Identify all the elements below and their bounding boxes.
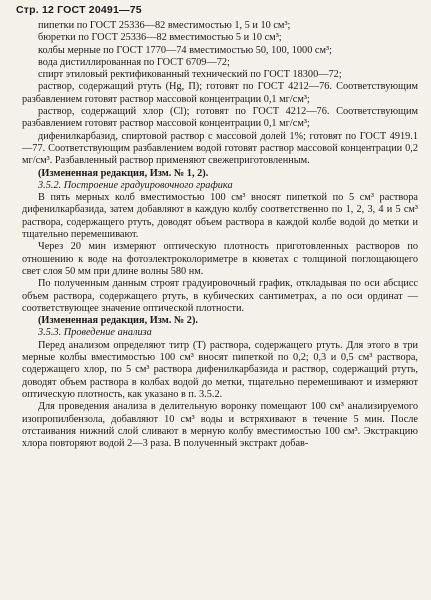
paragraph: колбы мерные по ГОСТ 1770—74 вместимостью 50, 100, 1000 см³; bbox=[38, 44, 332, 56]
document-body bbox=[22, 20, 418, 450]
paragraph: Через 20 мин измеряют оптическую плотность приготовленных растворов по отношению к воде на фотоэлектроколориметре в кюветах с толщиной поглощающего свет слоя 50 мм при длине волны 580 нм. bbox=[22, 241, 418, 277]
paragraph: вода дистиллированная по ГОСТ 6709—72; bbox=[38, 56, 230, 68]
paragraph: раствор, содержащий ртуть (Hg, П); готовят по ГОСТ 4212—76. Соответствующим разбавлением готовят раствор массовой концентрации 0,1 мг/см³; bbox=[22, 81, 418, 105]
paragraph: По полученным данным строят градуировочный график, откладывая по оси абсцисс объем раствора, содержащего ртуть, в кубических сантиметрах, а по оси ординат — соответствующее значение оптической плотности. bbox=[22, 278, 418, 314]
paragraph: бюретки по ГОСТ 25336—82 вместимостью 5 и 10 см³; bbox=[38, 32, 282, 44]
paragraph: В пять мерных колб вместимостью 100 см³ вносят пипеткой по 5 см³ раствора дифенилкарбазида, затем добавляют в каждую колбу соответственно по 1, 2, 3, 4 и 5 см³ раствора, содержащего ртуть, доводят объем раствора в каждой колбе водой до метки и тщательно перемешивают. bbox=[22, 192, 418, 241]
paragraph: (Измененная редакция, Изм. № 1, 2). bbox=[38, 167, 209, 179]
paragraph: (Измененная редакция, Изм. № 2). bbox=[38, 315, 198, 327]
paragraph: Для проведения анализа в делительную воронку помещают 100 см³ анализируемого изопропилбензола, добавляют 10 см³ воды и встряхивают в течение 5 мин. После отстаивания нижний слой сливают в мерную колбу вместимостью 100 см³. Экстракцию хлора повторяют водой 2—3 раза. В полученный экстракт добав- bbox=[22, 401, 418, 450]
paragraph: пипетки по ГОСТ 25336—82 вместимостью 1, 5 и 10 см³; bbox=[38, 20, 291, 31]
page-header: Стр. 12 ГОСТ 20491—75 bbox=[16, 4, 142, 16]
paragraph: дифенилкарбазид, спиртовой раствор с массовой долей 1%; готовят по ГОСТ 4919.1—77. Соответствующим разбавлением водой готовят раствор массовой концентрации 0,2 мг/см³. Разбавленный раствор применяют свежеприготовленным. bbox=[22, 130, 418, 167]
paragraph: раствор, содержащий хлор (Cl); готовят по ГОСТ 4212—76. Соответствующим разбавлением готовят раствор массовой концентрации 0,1 мг/см³; bbox=[22, 106, 418, 130]
paragraph: спирт этиловый ректификованный технический по ГОСТ 18300—72; bbox=[38, 69, 342, 81]
paragraph: 3.5.3. Проведение анализа bbox=[38, 327, 152, 339]
paragraph: 3.5.2. Построение градуировочного графика bbox=[38, 179, 233, 191]
paragraph: Перед анализом определяют титр (T) раствора, содержащего ртуть. Для этого в три мерные колбы вместимостью 100 см³ вносят пипеткой по 0,2; 0,3 и 0,5 см³ раствора, содержащего хлор, по 5 см³ раствора дифенилкарбазида и раствор, содержащий ртуть, доводят объем раствора в колбах водой до метки, тщательно перемешивают и измеряют оптическую плотность, как указано в п. 3.5.2. bbox=[22, 339, 418, 400]
